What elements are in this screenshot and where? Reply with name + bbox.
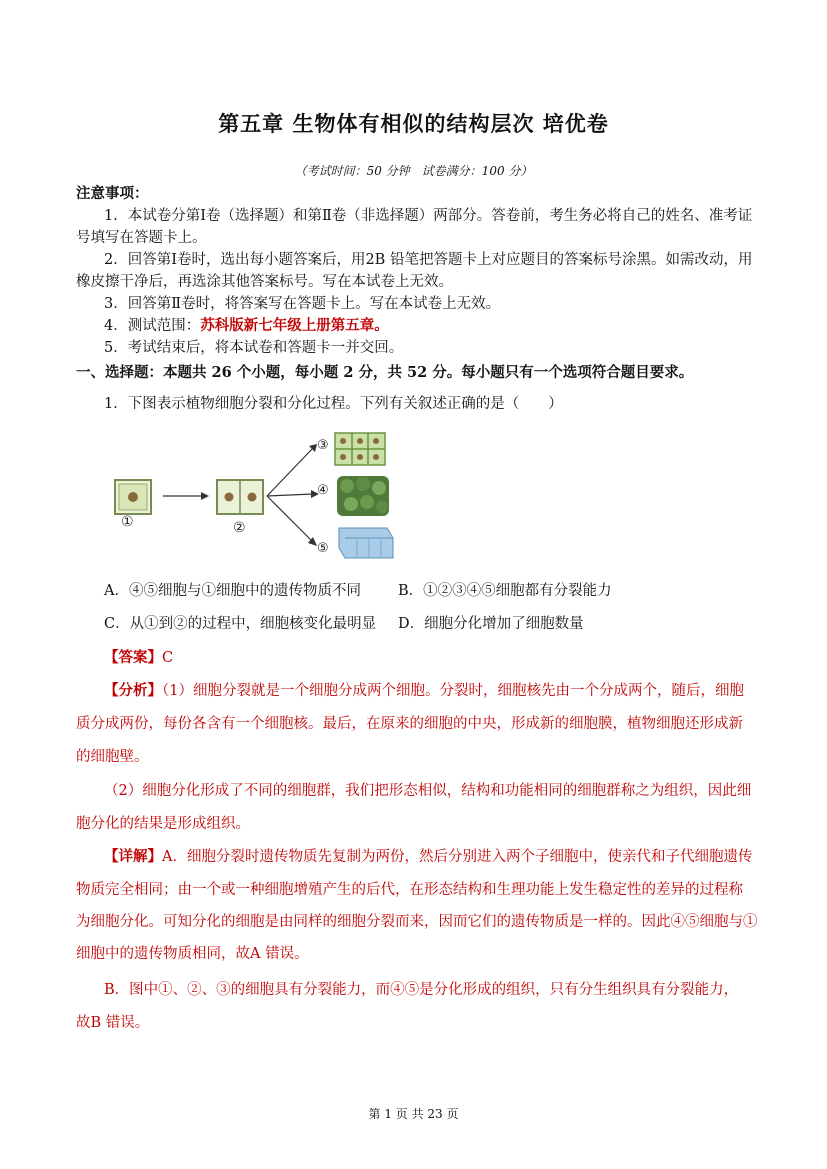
detail-line: 为细胞分化。可知分化的细胞是由同样的细胞分裂而来，因而它们的遗传物质是一样的。因此④⑤细胞与①	[76, 914, 758, 930]
notice-line: 1．本试卷分第Ⅰ卷（选择题）和第Ⅱ卷（非选择题）两部分。答卷前，考生务必将自己的姓名、准考证	[104, 208, 753, 224]
answer-value: C	[162, 650, 174, 666]
label-5: ⑤	[317, 541, 329, 556]
answer-line	[104, 647, 173, 669]
option-d: D．细胞分化增加了细胞数量	[398, 616, 584, 632]
analysis-line: 质分成两份，每份各含有一个细胞核。最后，在原来的细胞的中央，形成新的细胞膜，植物细胞还形成新	[76, 716, 743, 732]
tissue-5-image	[339, 528, 393, 558]
detail-tag: 【详解】	[104, 848, 162, 865]
cell-division-diagram	[105, 428, 405, 568]
cell-1-image	[115, 480, 151, 514]
notice-range-label: 4．测试范围：	[104, 318, 201, 334]
notice-range-value: 苏科版新七年级上册第五章。	[200, 317, 389, 334]
exam-info: （考试时间：50 分钟 试卷满分：100 分）	[294, 164, 533, 178]
analysis-line: 胞分化的结果是形成组织。	[76, 816, 250, 832]
detail-line: 物质完全相同；由一个或一种细胞增殖产生的后代，在形态结构和生理功能上发生稳定性的差异的过程称	[76, 882, 743, 898]
analysis-line: 【分析】（1）细胞分裂就是一个细胞分成两个细胞。分裂时，细胞核先由一个分成两个，随后，细胞	[104, 682, 744, 699]
label-3: ③	[317, 438, 329, 453]
analysis-line: 的细胞壁。	[76, 749, 149, 765]
detail-line: 【详解】A．细胞分裂时遗传物质先复制为两份，然后分别进入两个子细胞中，使亲代和子代细胞遗传	[104, 848, 753, 865]
question-stem: 1．下图表示植物细胞分裂和分化过程。下列有关叙述正确的是（ ）	[104, 396, 563, 412]
notice-heading: 注意事项：	[76, 185, 149, 202]
label-2: ②	[233, 520, 246, 536]
arrow-to-4	[267, 494, 313, 496]
notice-line: 5．考试结束后，将本试卷和答题卡一并交回。	[104, 340, 404, 356]
arrow-to-3	[267, 448, 313, 496]
detail-line: 故B 错误。	[76, 1015, 150, 1031]
option-a: A．④⑤细胞与①细胞中的遗传物质不同	[104, 583, 361, 599]
notice-line: 橡皮擦干净后，再选涂其他答案标号。写在本试卷上无效。	[76, 274, 453, 290]
detail-line: 细胞中的遗传物质相同，故A 错误。	[76, 946, 309, 962]
analysis-tag: 【分析】	[104, 682, 162, 699]
option-b: B．①②③④⑤细胞都有分裂能力	[398, 583, 612, 599]
label-4: ④	[317, 483, 329, 498]
label-1: ①	[121, 514, 134, 530]
tissue-4-image	[337, 476, 389, 516]
answer-tag: 【答案】	[104, 649, 162, 666]
notice-line: 3．回答第Ⅱ卷时，将答案写在答题卡上。写在本试卷上无效。	[104, 296, 501, 312]
notice-line: 2．回答第Ⅰ卷时，选出每小题答案后，用2B 铅笔把答题卡上对应题目的答案标号涂黑。如需改动，用	[104, 252, 753, 268]
option-c: C．从①到②的过程中，细胞核变化最明显	[104, 616, 377, 632]
notice-line-range	[104, 315, 389, 337]
cell-2-image	[217, 480, 263, 514]
page-title: 第五章 生物体有相似的结构层次 培优卷	[218, 111, 609, 136]
analysis-line: （2）细胞分化形成了不同的细胞群，我们把形态相似，结构和功能相同的细胞群称之为组织，因此细	[104, 783, 752, 799]
arrow-to-5	[267, 496, 313, 542]
page-footer: 第 1 页 共 23 页	[368, 1107, 459, 1121]
tissue-3-image	[335, 433, 385, 465]
section-heading: 一、选择题：本题共 26 个小题，每小题 2 分，共 52 分。每小题只有一个选项符合题目要求。	[76, 364, 694, 381]
detail-line: B．图中①、②、③的细胞具有分裂能力，而④⑤是分化形成的组织，只有分生组织具有分裂能力，	[104, 982, 739, 998]
notice-line: 号填写在答题卡上。	[76, 230, 207, 246]
